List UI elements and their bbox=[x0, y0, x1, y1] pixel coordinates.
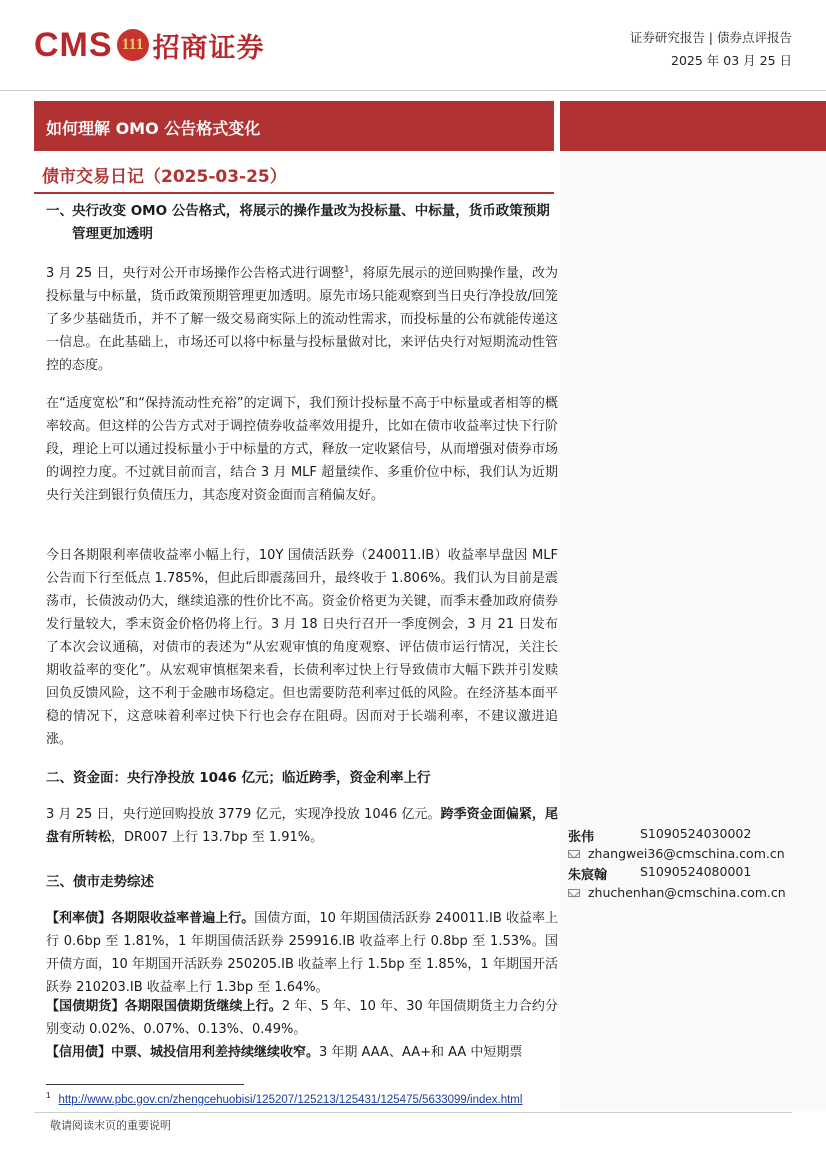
para1-text-rest: ，将原先展示的逆回购操作量，改为投标量与中标量，货币政策预期管理更加透明。原先市场只能观察到当日央行净投放/回笼了多少基础货币，并不了解一级交易商实际上的流动性需求，而投标量的公布就能传递这一信息。在此基础上，市场还可以将中标量与投标量做对比，来评估央行对短期流动性管控的态度。 bbox=[46, 266, 558, 373]
header-meta bbox=[630, 26, 792, 72]
analyst-email-row bbox=[568, 885, 786, 900]
analyst-email[interactable]: zhangwei36@cmschina.com.cn bbox=[588, 846, 785, 861]
rates-bold: 【利率债】各期限收益率普遍上行。 bbox=[46, 911, 255, 926]
section1-heading bbox=[46, 200, 558, 246]
footnote-number: 1 bbox=[46, 1091, 51, 1100]
section1-heading-text: 央行改变 OMO 公告格式，将展示的操作量改为投标量、中标量，货币政策预期管理更加透明 bbox=[72, 203, 550, 242]
analyst-email[interactable]: zhuchenhan@cmschina.com.cn bbox=[588, 885, 786, 900]
section3-heading: 三、债市走势综述 bbox=[46, 874, 154, 890]
footer-divider bbox=[34, 1112, 792, 1113]
analyst-email-row bbox=[568, 846, 785, 861]
report-subtitle: 债市交易日记（2025-03-25） bbox=[42, 167, 287, 187]
analyst-name: 张伟 bbox=[568, 830, 595, 845]
report-date: 2025 年 03 月 25 日 bbox=[671, 53, 792, 68]
logo-cms-text: CMS bbox=[34, 25, 113, 64]
logo-mark-icon: 111 bbox=[117, 29, 149, 61]
report-title: 如何理解 OMO 公告格式变化 bbox=[46, 119, 261, 138]
logo-cn-text: 招商证券 bbox=[152, 32, 265, 64]
report-title-bar bbox=[34, 101, 554, 151]
futures-text: 2 年、5 年、10 年、30 年国债期货主力合约分别变动 0.02%、0.07%、0.13%、0.49%。 bbox=[46, 999, 558, 1037]
report-type: 证券研究报告 | 债券点评报告 bbox=[629, 30, 792, 45]
company-logo bbox=[34, 24, 265, 66]
section1-paragraph-3: 今日各期限利率债收益率小幅上行，10Y 国债活跃券（240011.IB）收益率早盘因 MLF 公告而下行至低点 1.785%，但此后即震荡回升，最终收于 1.806%。我们认为目前是震荡市，长债波动仍大，继续追涨的性价比不高。资金价格更为关键，而季末叠加政府债券发行量较大，季末资金价格仍将上行。3 月 18 日央行召开一季度例会，3 月 21 日发布了本次会议通稿，对债市的表述为“从宏观审慎的角度观察、评估债市运行情况，关注长期收益率的变化”。从宏观审慎框架来看，长债利率过快上行导致债市大幅下跌并引发赎回负反馈风险，这不利于金融市场稳定。但也需要防范利率过低的风险。在经济基本面平稳的情况下，这意味着利率过快下行也会存在阻碍。因而对于长端利率，不建议激进追涨。 bbox=[46, 548, 558, 747]
rates-text: 国债方面，10 年期国债活跃券 240011.IB 收益率上行 0.6bp 至 1.81%，1 年期国债活跃券 259916.IB 收益率上行 0.8bp 至 1.53%。国开债方面，10 年期国开活跃券 250205.IB 收益率上行 1.5bp 至 1.85%，1 年期国开活跃券 210203.IB 收益率上行 1.3bp 至 1.64%。 bbox=[46, 911, 558, 995]
footnote bbox=[46, 1091, 522, 1106]
credit-bold: 【信用债】中票、城投信用利差持续继续收窄。 bbox=[46, 1045, 320, 1060]
mail-icon bbox=[568, 889, 580, 897]
section1-number: 一、 bbox=[46, 203, 73, 219]
footnote-divider bbox=[46, 1084, 244, 1085]
section3-credit-paragraph bbox=[46, 1041, 558, 1064]
mail-icon bbox=[568, 850, 580, 858]
analyst-code: S1090524080001 bbox=[640, 864, 752, 879]
subtitle-divider bbox=[34, 192, 554, 194]
section1-paragraph-2: 在“适度宽松”和“保持流动性充裕”的定调下，我们预计投标量不高于中标量或者相等的概率较高。但这样的公告方式对于调控债券收益率效用提升，比如在债市收益率过快下行阶段，理论上可以通过投标量小于中标量的方式，释放一定收紧信号，从而增强对债券市场的调控力度。不过就目前而言，结合 3 月 MLF 超量续作、多重价位中标，我们认为近期央行关注到银行负债压力，其态度对资金面而言稍偏友好。 bbox=[46, 396, 558, 503]
section1-paragraph-1 bbox=[46, 262, 558, 377]
section2-heading: 二、资金面：央行净投放 1046 亿元；临近跨季，资金利率上行 bbox=[46, 770, 431, 786]
section3-rates-paragraph bbox=[46, 907, 558, 999]
futures-bold: 【国债期货】各期限国债期货继续上行。 bbox=[46, 999, 282, 1014]
para1-text: 3 月 25 日，央行对公开市场操作公告格式进行调整 bbox=[46, 266, 345, 281]
section2-paragraph bbox=[46, 803, 558, 849]
footnote-link[interactable]: http://www.pbc.gov.cn/zhengcehuobisi/125207/125213/125431/125475/5633099/index.html bbox=[58, 1093, 523, 1106]
section2-text-rest: ，DR007 上行 13.7bp 至 1.91%。 bbox=[111, 830, 324, 845]
section2-bold-text: 跨季资金面偏紧，尾盘有所转松 bbox=[46, 807, 558, 845]
header-divider bbox=[0, 90, 826, 91]
section2-text: 3 月 25 日，央行逆回购投放 3779 亿元，实现净投放 1046 亿元。 bbox=[46, 807, 441, 822]
footer-disclaimer: 敬请阅读末页的重要说明 bbox=[50, 1119, 171, 1132]
analyst-code: S1090524030002 bbox=[640, 826, 752, 841]
side-panel bbox=[560, 151, 826, 1111]
analyst-name: 朱宸翰 bbox=[568, 868, 608, 883]
section3-futures-paragraph bbox=[46, 995, 558, 1041]
title-bar-side bbox=[560, 101, 826, 151]
footnote-ref[interactable]: 1 bbox=[344, 264, 350, 274]
credit-text: 3 年期 AAA、AA+和 AA 中短期票 bbox=[319, 1045, 523, 1060]
